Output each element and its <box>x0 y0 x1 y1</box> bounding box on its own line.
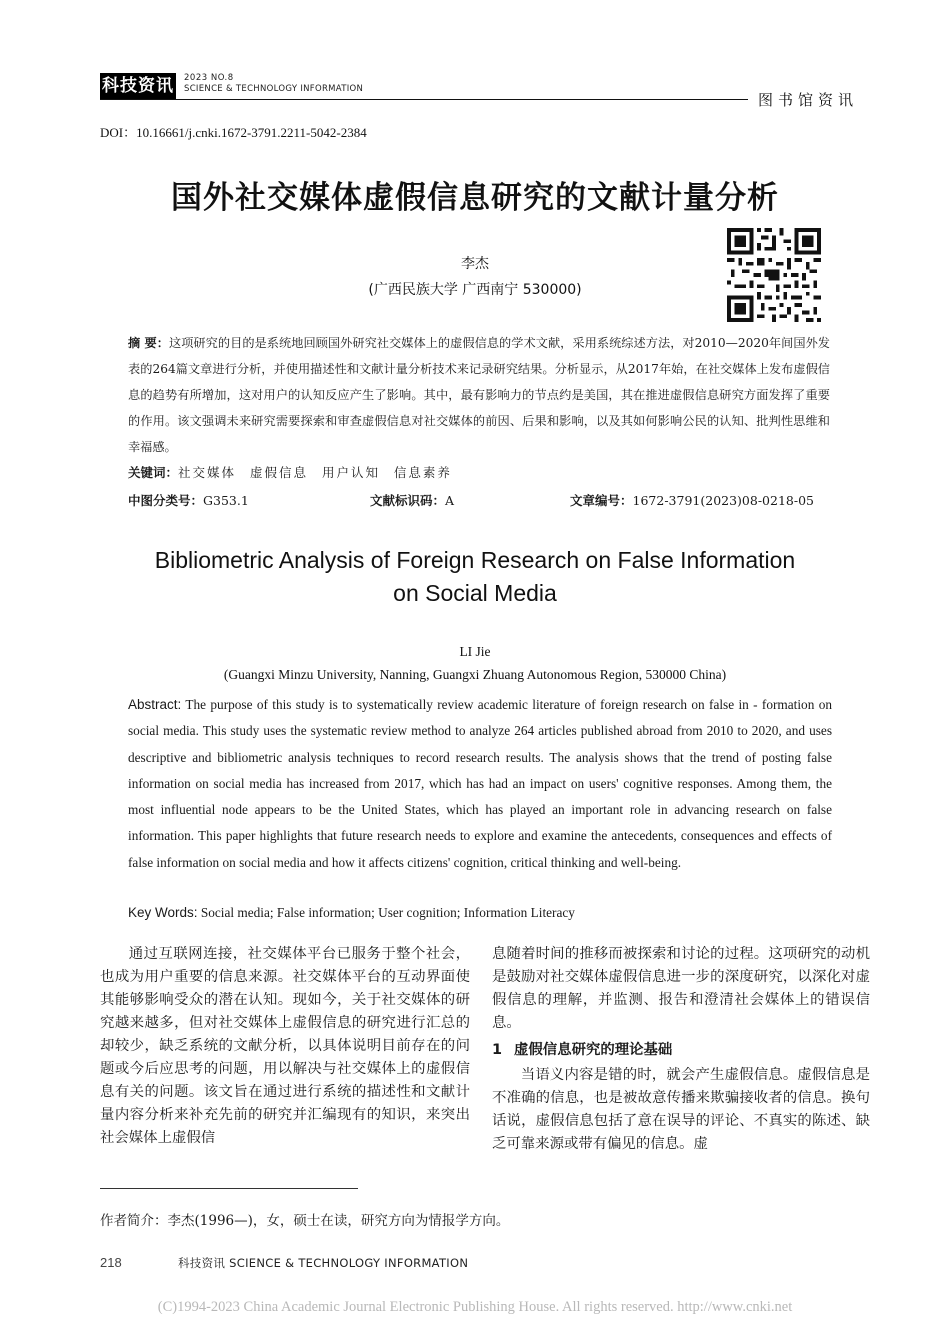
body-paragraph: 通过互联网连接，社交媒体平台已服务于整个社会，也成为用户重要的信息来源。社交媒体平台的互动界面使其能够影响受众的潜在认知。现如今，关于社交媒体的研究越来越多，但对社交媒体上虚假信息的研究进行汇总的却较少，缺乏系统的文献分析，以具体说明目前存在的问题或今后应思考的问题，用以解决与社交媒体上的虚假信息有关的问题。该文旨在通过进行系统的描述性和文献计量内容分析来补充先前的研究并汇编现有的知识，来突出社会媒体上虚假信 <box>100 946 470 1146</box>
section-heading <box>492 1039 870 1062</box>
abstract-chinese-label: 摘 要： <box>128 336 169 350</box>
abstract-english-text: The purpose of this study is to systematically review academic literature of foreign research on false in - formation on social media. This study uses the systematic review method to analyze 264 articles published abroad from 2010 to 2020, and uses descriptive and bibliometric analysis techniques to record research results. The analysis shows that the trend of posting false information on social media has increased from 2017, which has had an impact on users' cognitive responses. Among them, the most influential node appears to be the United States, which has played an important role in advancing research on false information. This paper highlights that future research needs to explore and examine the antecedents, consequences and effects of false information on social media and how it affects citizens' cognition, critical thinking and well-being. <box>128 697 832 870</box>
abstract-chinese <box>128 330 830 460</box>
body-paragraph: 息随着时间的推移而被探索和讨论的过程。这项研究的动机是鼓励对社交媒体虚假信息进一步的深度研究，以深化对虚假信息的理解，并监测、报告和澄清社会媒体上的错误信息。 <box>492 946 870 1031</box>
issue-number: 2023 NO.8 <box>184 73 234 83</box>
title-english-line1: Bibliometric Analysis of Foreign Research on False Information <box>154 547 796 573</box>
article-number: 文章编号：1672-3791(2023)08-0218-05 <box>570 493 814 508</box>
keywords-chinese-text: 社交媒体 虚假信息 用户认知 信息素养 <box>178 465 452 480</box>
body-left-column <box>100 943 470 1150</box>
keywords-english-label: Key Words: <box>128 905 198 920</box>
author-chinese: 李杰 <box>461 256 489 272</box>
section-label: 图书馆资讯 <box>757 91 858 109</box>
journal-english-name: SCIENCE & TECHNOLOGY INFORMATION <box>184 84 364 94</box>
section-title: 虚假信息研究的理论基础 <box>514 1042 673 1058</box>
footnote-divider <box>100 1188 358 1189</box>
page-number: 218 <box>100 1255 122 1270</box>
document-code: 文献标识码：A <box>370 493 455 508</box>
body-right-column <box>492 943 870 1156</box>
header-rule <box>100 99 748 100</box>
abstract-english <box>128 692 832 876</box>
affiliation-english: (Guangxi Minzu University, Nanning, Guangxi Zhuang Autonomous Region, 530000 China) <box>223 667 727 682</box>
title-english-line2: on Social Media <box>393 580 557 606</box>
qr-code-image <box>727 228 821 322</box>
author-footnote: 作者简介：李杰(1996—)，女，硕士在读，研究方向为情报学方向。 <box>100 1213 510 1229</box>
abstract-english-label: Abstract: <box>128 697 182 712</box>
affiliation-chinese: (广西民族大学 广西南宁 530000) <box>368 282 582 298</box>
page-title: 国外社交媒体虚假信息研究的文献计量分析 <box>171 180 779 216</box>
body-paragraph: 当语义内容是错的时，就会产生虚假信息。虚假信息是不准确的信息，也是被故意传播来欺骗接收者的信息。换句话说，虚假信息包括了意在误导的评论、不真实的陈述、缺乏可靠来源或带有偏见的信息。虚 <box>492 1067 870 1152</box>
keywords-english-text: Social media; False information; User cognition; Information Literacy <box>200 905 575 920</box>
journal-logo: 科技资讯 <box>100 73 176 99</box>
keywords-chinese-label: 关键词： <box>128 465 179 480</box>
footer-journal-name: 科技资讯 SCIENCE & TECHNOLOGY INFORMATION <box>178 1256 469 1270</box>
keywords-english <box>128 905 575 921</box>
clc-number: 中图分类号：G353.1 <box>128 493 249 508</box>
copyright-watermark: (C)1994-2023 China Academic Journal Electronic Publishing House. All rights reserved. http://www.cnki.net <box>157 1299 793 1315</box>
abstract-chinese-text: 这项研究的目的是系统地回顾国外研究社交媒体上的虚假信息的学术文献，采用系统综述方法，对2010—2020年间国外发表的264篇文章进行分析，并使用描述性和文献计量分析技术来记录研究结果。分析显示，从2017年始，在社交媒体上发布虚假信息的趋势有所增加，这对用户的认知反应产生了影响。其中，最有影响力的节点约是美国，其在推进虚假信息研究方面发挥了重要的作用。该文强调未来研究需要探索和审查虚假信息对社交媒体的前因、后果和影响，以及其如何影响公民的认知、批判性思维和幸福感。 <box>128 336 830 454</box>
title-english <box>0 544 950 610</box>
doi: DOI：10.16661/j.cnki.1672-3791.2211-5042-2384 <box>100 125 367 140</box>
author-english: LI Jie <box>459 644 491 659</box>
section-number: 1 <box>492 1042 503 1058</box>
keywords-chinese <box>128 463 452 481</box>
